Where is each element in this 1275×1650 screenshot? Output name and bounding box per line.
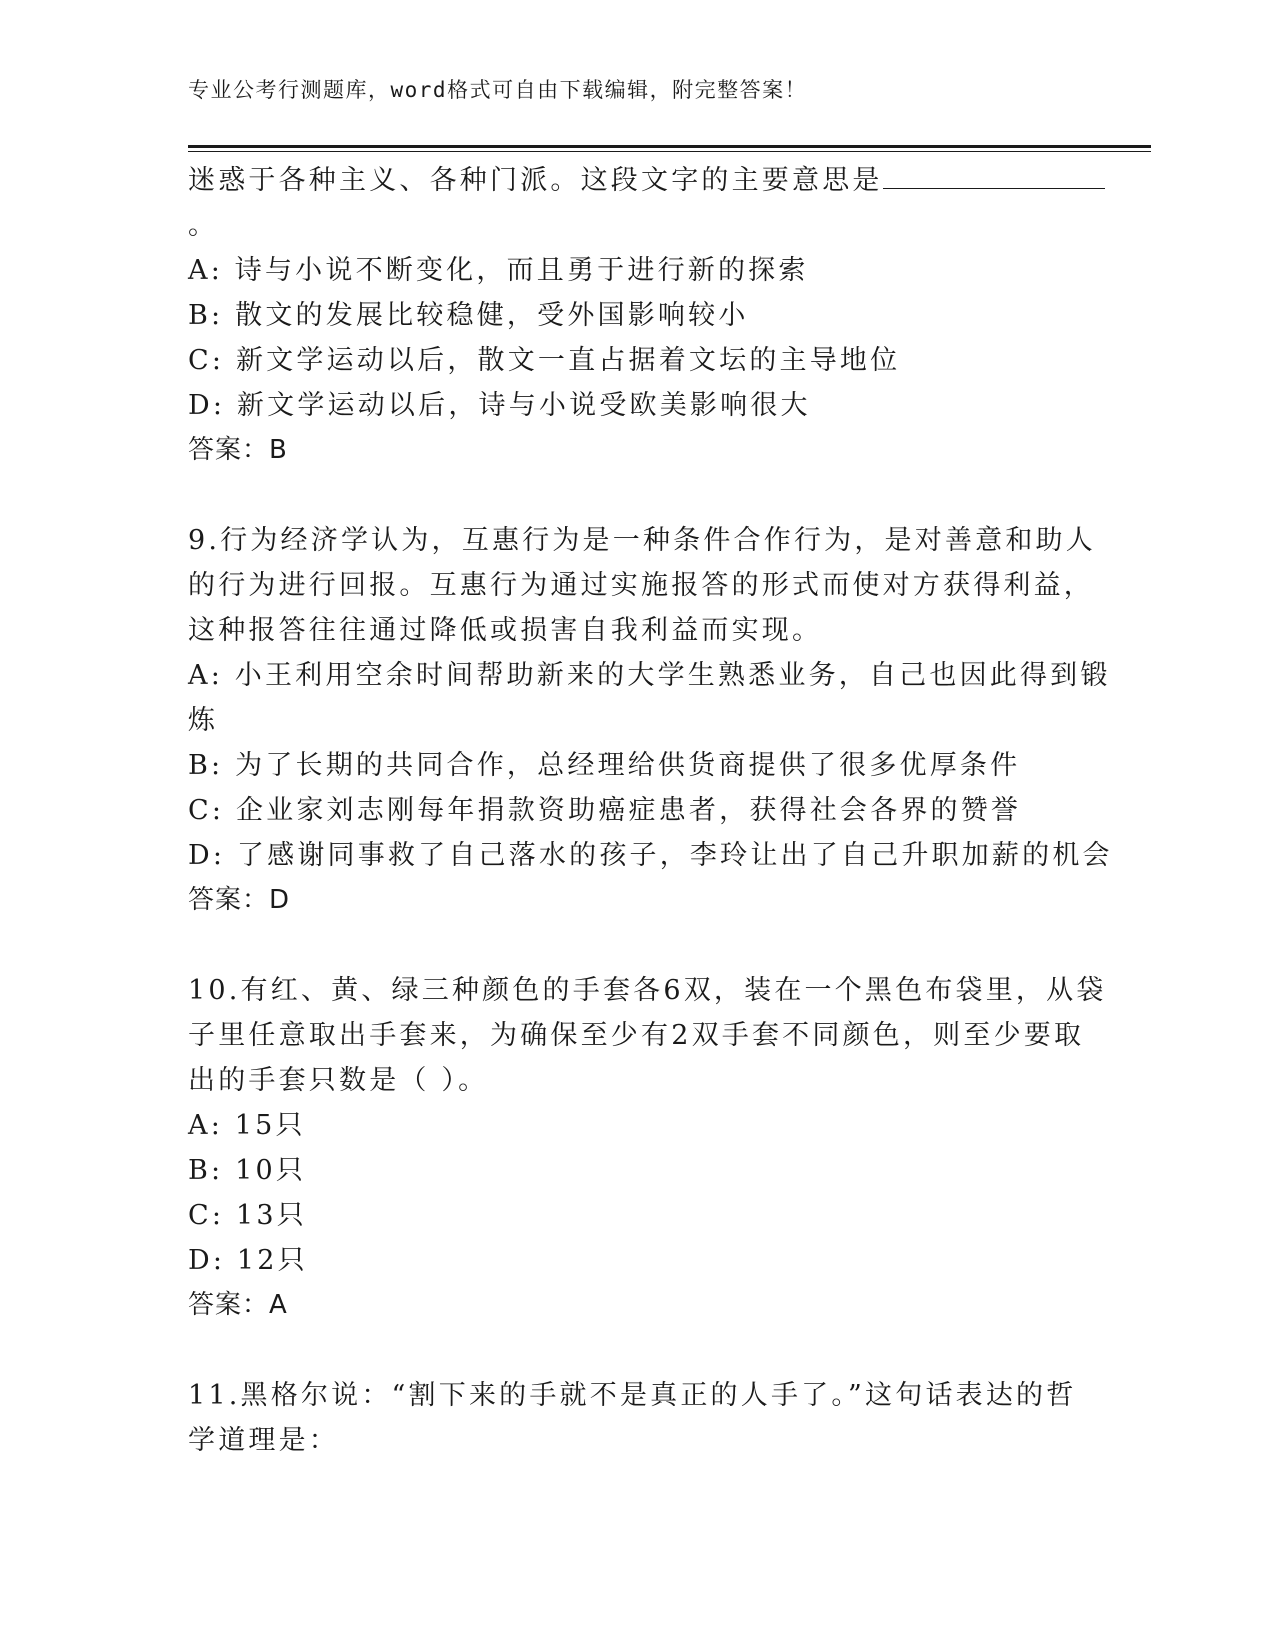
header-rule-thin — [188, 151, 1151, 152]
spacer — [188, 1328, 1088, 1373]
question-content — [188, 158, 1113, 1463]
header-rule-thick — [188, 145, 1151, 148]
question-10-option-a: A: 15只 — [188, 1110, 306, 1141]
question-10-option-d: D: 12只 — [188, 1245, 308, 1276]
question-8-answer: 答案：B — [188, 435, 288, 465]
question-8-option-a: A: 诗与小说不断变化，而且勇于进行新的探索 — [188, 255, 809, 286]
question-9-option-b: B: 为了长期的共同合作，总经理给供货商提供了很多优厚条件 — [188, 750, 1021, 781]
question-10-option-c: C: 13只 — [188, 1200, 307, 1231]
question-9-answer: 答案：D — [188, 885, 291, 915]
question-11 — [188, 1373, 1088, 1463]
spacer — [188, 923, 1088, 968]
question-9-stem-line: 9.行为经济学认为，互惠行为是一种条件合作行为，是对善意和助人 — [188, 525, 1096, 556]
question-9-stem-line: 的行为进行回报。互惠行为通过实施报答的形式而使对方获得利益， — [188, 570, 1094, 601]
question-9-option-c: C: 企业家刘志刚每年捐款资助癌症患者，获得社会各界的赞誉 — [188, 795, 1022, 826]
question-8-stem-end: 。 — [188, 210, 219, 241]
answer-blank — [883, 160, 1105, 189]
question-9-option-a: A: 小王利用空余时间帮助新来的大学生熟悉业务，自己也因此得到锻 — [188, 660, 1111, 691]
question-9 — [188, 518, 1113, 923]
question-8 — [188, 158, 1088, 473]
page-header: 专业公考行测题库，word格式可自由下载编辑，附完整答案！ — [188, 78, 808, 102]
question-8-option-b: B: 散文的发展比较稳健，受外国影响较小 — [188, 300, 749, 331]
question-8-stem-tail — [188, 158, 1088, 203]
question-10 — [188, 968, 1107, 1328]
question-9-stem-line: 这种报答往往通过降低或损害自我利益而实现。 — [188, 615, 823, 646]
question-10-answer: 答案：A — [188, 1290, 288, 1320]
question-8-option-c: C: 新文学运动以后，散文一直占据着文坛的主导地位 — [188, 345, 901, 376]
question-10-stem-line: 出的手套只数是（ ）。 — [188, 1065, 489, 1096]
question-8-stem-text: 迷惑于各种主义、各种门派。这段文字的主要意思是 — [188, 165, 883, 196]
question-11-stem-line: 学道理是： — [188, 1425, 339, 1456]
question-10-stem-line: 10.有红、黄、绿三种颜色的手套各6双，装在一个黑色布袋里，从袋 — [188, 975, 1107, 1006]
question-8-option-d: D: 新文学运动以后，诗与小说受欧美影响很大 — [188, 390, 811, 421]
question-11-stem-line: 11.黑格尔说：“割下来的手就不是真正的人手了。”这句话表达的哲 — [188, 1380, 1077, 1411]
question-9-option-d: D: 了感谢同事救了自己落水的孩子，李玲让出了自己升职加薪的机会 — [188, 840, 1113, 871]
question-10-option-b: B: 10只 — [188, 1155, 307, 1186]
question-9-option-a-cont: 炼 — [188, 705, 219, 736]
question-10-stem-line: 子里任意取出手套来，为确保至少有2双手套不同颜色，则至少要取 — [188, 1020, 1085, 1051]
spacer — [188, 473, 1088, 518]
